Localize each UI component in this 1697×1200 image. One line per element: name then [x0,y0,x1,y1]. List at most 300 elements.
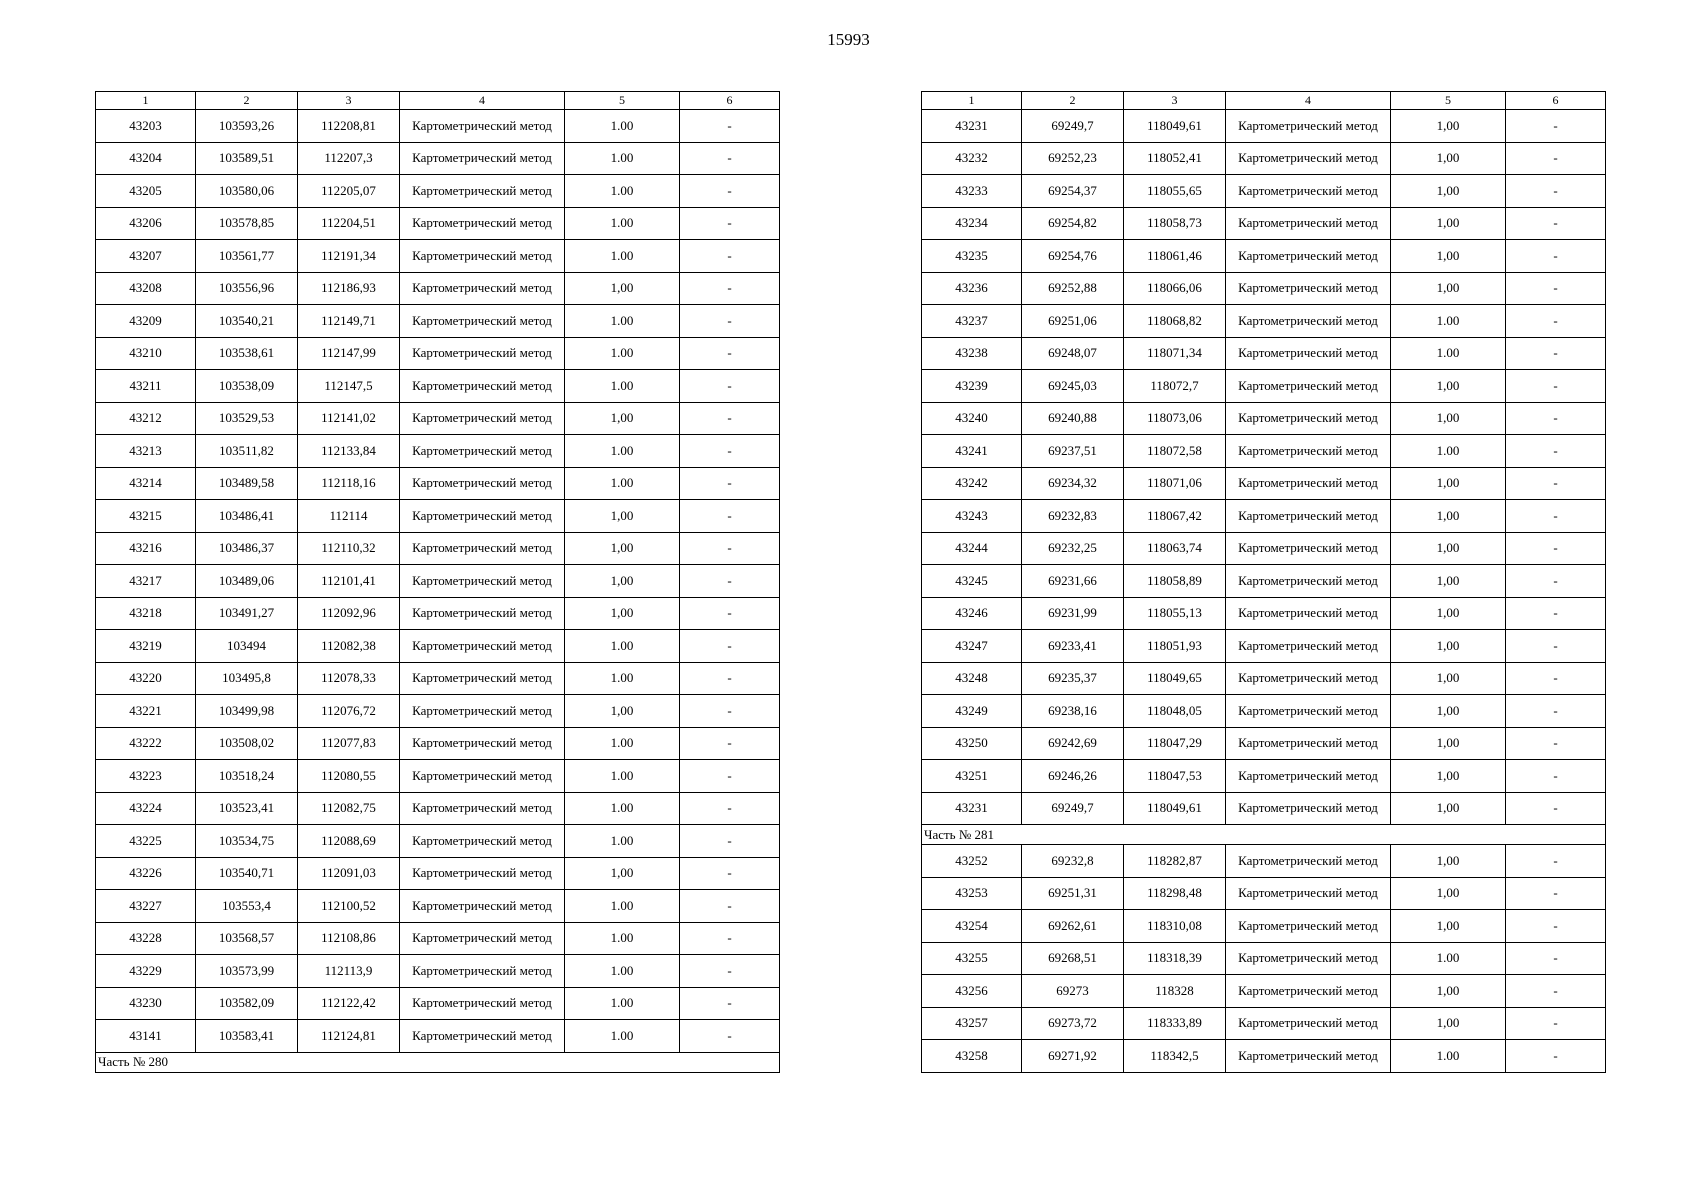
y-coordinate-cell: 118067,42 [1124,500,1226,533]
x-coordinate-cell: 103523,41 [196,792,298,825]
x-coordinate-cell: 103486,37 [196,532,298,565]
x-coordinate-cell: 69249,7 [1022,110,1124,143]
point-number-cell: 43217 [96,565,196,598]
method-cell: Картометрический метод [1226,402,1391,435]
method-cell: Картометрический метод [1226,630,1391,663]
accuracy-cell: 1.00 [1391,1040,1506,1073]
point-number-cell: 43245 [922,565,1022,598]
note-cell: - [680,760,780,793]
note-cell: - [680,305,780,338]
y-coordinate-cell: 112149,71 [298,305,400,338]
y-coordinate-cell: 118058,89 [1124,565,1226,598]
table-row [922,597,1606,630]
table-row [922,942,1606,975]
point-number-cell: 43252 [922,845,1022,878]
section-label: Часть № 281 [922,825,1606,845]
y-coordinate-cell: 118298,48 [1124,877,1226,910]
point-number-cell: 43216 [96,532,196,565]
x-coordinate-cell: 103573,99 [196,955,298,988]
table-row [96,630,780,663]
method-cell: Картометрический метод [1226,1040,1391,1073]
point-number-cell: 43233 [922,175,1022,208]
point-number-cell: 43236 [922,272,1022,305]
x-coordinate-cell: 69231,66 [1022,565,1124,598]
table-row [922,695,1606,728]
point-number-cell: 43243 [922,500,1022,533]
note-cell: - [1506,467,1606,500]
y-coordinate-cell: 112080,55 [298,760,400,793]
x-coordinate-cell: 103518,24 [196,760,298,793]
table-row [922,272,1606,305]
table-row [922,435,1606,468]
table-row [922,845,1606,878]
table-row [96,727,780,760]
note-cell: - [1506,1040,1606,1073]
point-number-cell: 43251 [922,760,1022,793]
x-coordinate-cell: 103489,58 [196,467,298,500]
method-cell: Картометрический метод [400,467,565,500]
table-row [96,597,780,630]
table-row [96,272,780,305]
y-coordinate-cell: 112088,69 [298,825,400,858]
table-row [922,240,1606,273]
point-number-cell: 43231 [922,792,1022,825]
table-row [96,240,780,273]
part-label-row [922,825,1606,845]
table-row [922,207,1606,240]
point-number-cell: 43234 [922,207,1022,240]
table-row [922,1007,1606,1040]
note-cell: - [1506,110,1606,143]
method-cell: Картометрический метод [1226,565,1391,598]
y-coordinate-cell: 118049,61 [1124,792,1226,825]
note-cell: - [680,142,780,175]
accuracy-cell: 1,00 [1391,370,1506,403]
column-header-1: 1 [96,92,196,110]
method-cell: Картометрический метод [1226,760,1391,793]
note-cell: - [680,597,780,630]
accuracy-cell: 1.00 [565,337,680,370]
y-coordinate-cell: 112207,3 [298,142,400,175]
y-coordinate-cell: 112122,42 [298,987,400,1020]
column-header-5: 5 [1391,92,1506,110]
y-coordinate-cell: 112133,84 [298,435,400,468]
accuracy-cell: 1,00 [565,500,680,533]
method-cell: Картометрический метод [400,337,565,370]
y-coordinate-cell: 118047,53 [1124,760,1226,793]
accuracy-cell: 1.00 [565,987,680,1020]
accuracy-cell: 1,00 [1391,910,1506,943]
x-coordinate-cell: 103491,27 [196,597,298,630]
x-coordinate-cell: 69268,51 [1022,942,1124,975]
y-coordinate-cell: 118333,89 [1124,1007,1226,1040]
method-cell: Картометрический метод [400,435,565,468]
y-coordinate-cell: 112101,41 [298,565,400,598]
note-cell: - [1506,402,1606,435]
table-row [922,975,1606,1008]
note-cell: - [680,792,780,825]
table-row [96,1020,780,1053]
x-coordinate-cell: 103534,75 [196,825,298,858]
note-cell: - [680,890,780,923]
point-number-cell: 43213 [96,435,196,468]
point-number-cell: 43257 [922,1007,1022,1040]
accuracy-cell: 1.00 [565,662,680,695]
note-cell: - [680,662,780,695]
table-row [96,142,780,175]
note-cell: - [1506,305,1606,338]
method-cell: Картометрический метод [1226,207,1391,240]
note-cell: - [680,240,780,273]
accuracy-cell: 1,00 [1391,175,1506,208]
x-coordinate-cell: 69231,99 [1022,597,1124,630]
method-cell: Картометрический метод [400,955,565,988]
table-row [922,370,1606,403]
point-number-cell: 43215 [96,500,196,533]
table-row [922,565,1606,598]
point-number-cell: 43249 [922,695,1022,728]
method-cell: Картометрический метод [1226,305,1391,338]
x-coordinate-cell: 103553,4 [196,890,298,923]
y-coordinate-cell: 118066,06 [1124,272,1226,305]
y-coordinate-cell: 112118,16 [298,467,400,500]
x-coordinate-cell: 69273 [1022,975,1124,1008]
accuracy-cell: 1,00 [1391,975,1506,1008]
accuracy-cell: 1,00 [1391,272,1506,305]
x-coordinate-cell: 69251,06 [1022,305,1124,338]
method-cell: Картометрический метод [1226,1007,1391,1040]
method-cell: Картометрический метод [400,402,565,435]
x-coordinate-cell: 103589,51 [196,142,298,175]
note-cell: - [1506,975,1606,1008]
accuracy-cell: 1,00 [1391,695,1506,728]
x-coordinate-cell: 69248,07 [1022,337,1124,370]
method-cell: Картометрический метод [400,370,565,403]
accuracy-cell: 1,00 [1391,597,1506,630]
table-row [96,792,780,825]
table-row [922,630,1606,663]
point-number-cell: 43229 [96,955,196,988]
note-cell: - [1506,207,1606,240]
table-row [96,402,780,435]
accuracy-cell: 1.00 [1391,337,1506,370]
point-number-cell: 43238 [922,337,1022,370]
accuracy-cell: 1.00 [1391,942,1506,975]
method-cell: Картометрический метод [400,500,565,533]
table-row [96,825,780,858]
y-coordinate-cell: 112141,02 [298,402,400,435]
table-row [96,987,780,1020]
y-coordinate-cell: 118055,65 [1124,175,1226,208]
table-row [922,305,1606,338]
accuracy-cell: 1,00 [1391,207,1506,240]
method-cell: Картометрический метод [1226,142,1391,175]
accuracy-cell: 1,00 [565,857,680,890]
y-coordinate-cell: 112204,51 [298,207,400,240]
accuracy-cell: 1,00 [1391,565,1506,598]
note-cell: - [1506,662,1606,695]
note-cell: - [680,435,780,468]
accuracy-cell: 1.00 [565,305,680,338]
x-coordinate-cell: 103578,85 [196,207,298,240]
note-cell: - [680,532,780,565]
y-coordinate-cell: 112077,83 [298,727,400,760]
note-cell: - [1506,792,1606,825]
method-cell: Картометрический метод [1226,110,1391,143]
method-cell: Картометрический метод [400,922,565,955]
column-header-6: 6 [1506,92,1606,110]
method-cell: Картометрический метод [1226,467,1391,500]
method-cell: Картометрический метод [400,792,565,825]
point-number-cell: 43232 [922,142,1022,175]
table-row [922,467,1606,500]
note-cell: - [1506,942,1606,975]
point-number-cell: 43208 [96,272,196,305]
point-number-cell: 43239 [922,370,1022,403]
method-cell: Картометрический метод [1226,337,1391,370]
table-row [96,532,780,565]
x-coordinate-cell: 69237,51 [1022,435,1124,468]
x-coordinate-cell: 103540,21 [196,305,298,338]
method-cell: Картометрический метод [400,110,565,143]
x-coordinate-cell: 69251,31 [1022,877,1124,910]
y-coordinate-cell: 112124,81 [298,1020,400,1053]
point-number-cell: 43235 [922,240,1022,273]
note-cell: - [1506,500,1606,533]
table-row [922,402,1606,435]
point-number-cell: 43256 [922,975,1022,1008]
point-number-cell: 43218 [96,597,196,630]
y-coordinate-cell: 118328 [1124,975,1226,1008]
x-coordinate-cell: 69232,25 [1022,532,1124,565]
x-coordinate-cell: 103486,41 [196,500,298,533]
note-cell: - [680,207,780,240]
y-coordinate-cell: 118047,29 [1124,727,1226,760]
column-header-4: 4 [400,92,565,110]
x-coordinate-cell: 103593,26 [196,110,298,143]
x-coordinate-cell: 69254,37 [1022,175,1124,208]
point-number-cell: 43207 [96,240,196,273]
accuracy-cell: 1,00 [1391,1007,1506,1040]
table-row [96,467,780,500]
table-row [922,760,1606,793]
note-cell: - [680,272,780,305]
x-coordinate-cell: 69271,92 [1022,1040,1124,1073]
column-header-2: 2 [196,92,298,110]
x-coordinate-cell: 103529,53 [196,402,298,435]
point-number-cell: 43254 [922,910,1022,943]
method-cell: Картометрический метод [400,272,565,305]
y-coordinate-cell: 112076,72 [298,695,400,728]
note-cell: - [1506,727,1606,760]
note-cell: - [680,727,780,760]
method-cell: Картометрический метод [400,532,565,565]
accuracy-cell: 1.00 [565,890,680,923]
page-number: 15993 [827,30,870,49]
accuracy-cell: 1,00 [1391,240,1506,273]
note-cell: - [680,370,780,403]
point-number-cell: 43240 [922,402,1022,435]
method-cell: Картометрический метод [400,1020,565,1053]
table-row [96,662,780,695]
accuracy-cell: 1,00 [1391,110,1506,143]
note-cell: - [680,825,780,858]
point-number-cell: 43248 [922,662,1022,695]
note-cell: - [680,955,780,988]
y-coordinate-cell: 118282,87 [1124,845,1226,878]
method-cell: Картометрический метод [1226,877,1391,910]
table-row [96,110,780,143]
x-coordinate-cell: 69232,8 [1022,845,1124,878]
method-cell: Картометрический метод [400,207,565,240]
point-number-cell: 43220 [96,662,196,695]
method-cell: Картометрический метод [1226,597,1391,630]
method-cell: Картометрический метод [400,890,565,923]
accuracy-cell: 1.00 [565,760,680,793]
x-coordinate-cell: 69254,76 [1022,240,1124,273]
y-coordinate-cell: 112078,33 [298,662,400,695]
method-cell: Картометрический метод [400,825,565,858]
method-cell: Картометрический метод [400,727,565,760]
method-cell: Картометрический метод [1226,272,1391,305]
method-cell: Картометрический метод [1226,370,1391,403]
accuracy-cell: 1,00 [565,565,680,598]
method-cell: Картометрический метод [400,857,565,890]
method-cell: Картометрический метод [400,630,565,663]
left-coordinates-table [95,91,780,1073]
accuracy-cell: 1,00 [1391,845,1506,878]
method-cell: Картометрический метод [1226,175,1391,208]
method-cell: Картометрический метод [1226,500,1391,533]
point-number-cell: 43241 [922,435,1022,468]
point-number-cell: 43219 [96,630,196,663]
accuracy-cell: 1,00 [565,272,680,305]
point-number-cell: 43210 [96,337,196,370]
point-number-cell: 43223 [96,760,196,793]
point-number-cell: 43224 [96,792,196,825]
note-cell: - [680,922,780,955]
accuracy-cell: 1.00 [565,175,680,208]
x-coordinate-cell: 103495,8 [196,662,298,695]
note-cell: - [1506,1007,1606,1040]
note-cell: - [1506,435,1606,468]
x-coordinate-cell: 103582,09 [196,987,298,1020]
table-row [922,877,1606,910]
accuracy-cell: 1.00 [565,467,680,500]
note-cell: - [680,402,780,435]
table-row [922,337,1606,370]
note-cell: - [1506,272,1606,305]
accuracy-cell: 1,00 [1391,142,1506,175]
method-cell: Картометрический метод [1226,695,1391,728]
point-number-cell: 43250 [922,727,1022,760]
y-coordinate-cell: 118063,74 [1124,532,1226,565]
y-coordinate-cell: 112114 [298,500,400,533]
point-number-cell: 43221 [96,695,196,728]
point-number-cell: 43209 [96,305,196,338]
table-row [922,910,1606,943]
x-coordinate-cell: 69232,83 [1022,500,1124,533]
x-coordinate-cell: 69235,37 [1022,662,1124,695]
point-number-cell: 43203 [96,110,196,143]
table-row [96,175,780,208]
y-coordinate-cell: 112113,9 [298,955,400,988]
method-cell: Картометрический метод [400,760,565,793]
point-number-cell: 43246 [922,597,1022,630]
y-coordinate-cell: 118058,73 [1124,207,1226,240]
method-cell: Картометрический метод [1226,975,1391,1008]
y-coordinate-cell: 118049,61 [1124,110,1226,143]
y-coordinate-cell: 118071,34 [1124,337,1226,370]
x-coordinate-cell: 69246,26 [1022,760,1124,793]
table-row [922,142,1606,175]
table-row [922,727,1606,760]
table-row [922,662,1606,695]
note-cell: - [1506,695,1606,728]
accuracy-cell: 1.00 [565,435,680,468]
note-cell: - [1506,142,1606,175]
x-coordinate-cell: 69245,03 [1022,370,1124,403]
point-number-cell: 43204 [96,142,196,175]
note-cell: - [680,565,780,598]
x-coordinate-cell: 69252,23 [1022,142,1124,175]
section-label: Часть № 280 [96,1052,780,1072]
method-cell: Картометрический метод [400,695,565,728]
table-row [96,207,780,240]
note-cell: - [1506,370,1606,403]
point-number-cell: 43141 [96,1020,196,1053]
note-cell: - [680,467,780,500]
x-coordinate-cell: 103568,57 [196,922,298,955]
point-number-cell: 43258 [922,1040,1022,1073]
x-coordinate-cell: 103508,02 [196,727,298,760]
method-cell: Картометрический метод [1226,792,1391,825]
note-cell: - [1506,845,1606,878]
y-coordinate-cell: 118072,7 [1124,370,1226,403]
table-row [96,695,780,728]
y-coordinate-cell: 118072,58 [1124,435,1226,468]
x-coordinate-cell: 103580,06 [196,175,298,208]
note-cell: - [680,987,780,1020]
accuracy-cell: 1,00 [1391,630,1506,663]
point-number-cell: 43253 [922,877,1022,910]
point-number-cell: 43205 [96,175,196,208]
table-row [922,1040,1606,1073]
accuracy-cell: 1,00 [1391,877,1506,910]
accuracy-cell: 1,00 [1391,500,1506,533]
note-cell: - [680,630,780,663]
x-coordinate-cell: 69254,82 [1022,207,1124,240]
table-row [96,435,780,468]
x-coordinate-cell: 103556,96 [196,272,298,305]
x-coordinate-cell: 103511,82 [196,435,298,468]
point-number-cell: 43214 [96,467,196,500]
x-coordinate-cell: 103540,71 [196,857,298,890]
table-row [96,305,780,338]
x-coordinate-cell: 69262,61 [1022,910,1124,943]
accuracy-cell: 1.00 [565,727,680,760]
x-coordinate-cell: 103583,41 [196,1020,298,1053]
x-coordinate-cell: 103489,06 [196,565,298,598]
accuracy-cell: 1.00 [565,792,680,825]
y-coordinate-cell: 112110,32 [298,532,400,565]
note-cell: - [680,500,780,533]
y-coordinate-cell: 118048,05 [1124,695,1226,728]
method-cell: Картометрический метод [400,565,565,598]
note-cell: - [680,175,780,208]
y-coordinate-cell: 112147,5 [298,370,400,403]
x-coordinate-cell: 69249,7 [1022,792,1124,825]
